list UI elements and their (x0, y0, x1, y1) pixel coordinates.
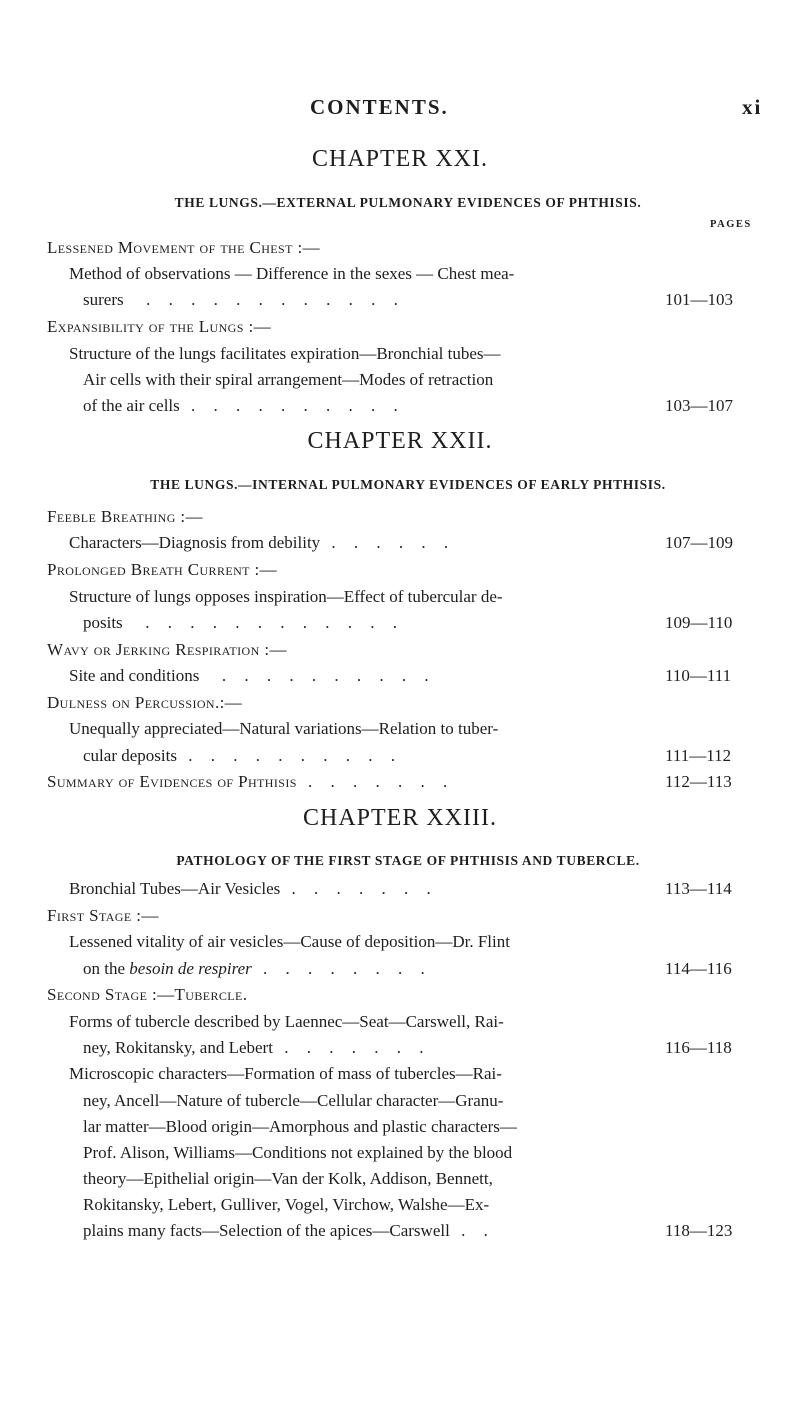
entry-line: Microscopic characters—Formation of mass of tubercles—Rai- (69, 1064, 502, 1083)
italic-phrase: besoin de respirer (129, 959, 252, 978)
chapter-xxi-subject: THE LUNGS.—EXTERNAL PULMONARY EVIDENCES OF PHTHISIS. (174, 195, 642, 210)
section-heading: Feeble Breathing :— (47, 507, 203, 526)
page-number: xi (742, 95, 763, 119)
entry-line: Prof. Alison, Williams—Conditions not explained by the blood (83, 1143, 513, 1162)
entry-line: on the besoin de respirer . . . . . . . . (83, 959, 432, 978)
section-heading: First Stage :— (47, 906, 159, 925)
page-range: 103—107 (665, 396, 733, 415)
section-heading: Wavy or Jerking Respiration :— (47, 640, 287, 659)
page-range: 101—103 (665, 290, 733, 309)
page-range: 111—112 (665, 746, 732, 765)
page-range: 114—116 (665, 959, 732, 978)
page-range: 107—109 (665, 533, 733, 552)
entry-line: posits . . . . . . . . . . . . (83, 613, 404, 632)
chapter-xxii-subject: THE LUNGS.—INTERNAL PULMONARY EVIDENCES OF EARLY PHTHISIS. (150, 477, 666, 492)
section-heading: Expansibility of the Lungs :— (47, 317, 271, 336)
chapter-xxi-title: CHAPTER XXI. (311, 146, 488, 172)
entry-line: cular deposits . . . . . . . . . . (83, 746, 402, 765)
entry-line: Structure of the lungs facilitates expiration—Bronchial tubes— (69, 344, 501, 363)
page-range: 109—110 (665, 613, 733, 632)
entry-line: theory—Epithelial origin—Van der Kolk, Addison, Bennett, (83, 1169, 493, 1188)
section-heading: Lessened Movement of the Chest :— (47, 238, 321, 257)
entry-line: Bronchial Tubes—Air Vesicles . . . . . . . (69, 879, 438, 898)
page-range: 112—113 (665, 772, 732, 791)
entry-line: Air cells with their spiral arrangement—Modes of retraction (83, 370, 494, 389)
entry-line: Rokitansky, Lebert, Gulliver, Vogel, Virchow, Walshe—Ex- (83, 1195, 490, 1214)
entry-line: Unequally appreciated—Natural variations—Relation to tuber- (69, 719, 499, 738)
entry-line: Characters—Diagnosis from debility . . . . . . (69, 533, 456, 552)
entry-line: lar matter—Blood origin—Amorphous and plastic characters— (83, 1117, 517, 1136)
entry-line: surers . . . . . . . . . . . . (83, 290, 405, 309)
page-range: 118—123 (665, 1221, 733, 1240)
entry-line: ney, Rokitansky, and Lebert . . . . . . . (83, 1038, 431, 1057)
pages-column-label: PAGES (710, 219, 752, 230)
entry-line: ney, Ancell—Nature of tubercle—Cellular character—Granu- (83, 1091, 504, 1110)
chapter-xxiii-title: CHAPTER XXIII. (303, 805, 497, 831)
entry-line: Lessened vitality of air vesicles—Cause of deposition—Dr. Flint (69, 932, 510, 951)
entry-line: of the air cells . . . . . . . . . . (83, 396, 405, 415)
page-range: 110—111 (665, 666, 732, 685)
section-heading: Summary of Evidences of Phthisis . . . . . . . (47, 772, 455, 791)
entry-line: Forms of tubercle described by Laennec—Seat—Carswell, Rai- (69, 1012, 504, 1031)
section-heading: Dulness on Percussion.:— (47, 693, 243, 712)
page-range: 113—114 (665, 879, 732, 898)
entry-line: Structure of lungs opposes inspiration—Effect of tubercular de- (69, 587, 503, 606)
page-range: 116—118 (665, 1038, 732, 1057)
section-heading: Second Stage :—Tubercle. (47, 985, 248, 1004)
chapter-xxiii-subject: PATHOLOGY OF THE FIRST STAGE OF PHTHISIS AND TUBERCLE. (176, 853, 640, 868)
entry-line: Method of observations — Difference in the sexes — Chest mea- (69, 264, 515, 283)
chapter-xxii-title: CHAPTER XXII. (307, 428, 493, 454)
entry-line: Site and conditions . . . . . . . . . . (69, 666, 436, 685)
running-head-title: CONTENTS. (310, 95, 449, 119)
section-heading: Prolonged Breath Current :— (47, 560, 278, 579)
entry-line: plains many facts—Selection of the apices—Carswell . . (83, 1221, 495, 1240)
